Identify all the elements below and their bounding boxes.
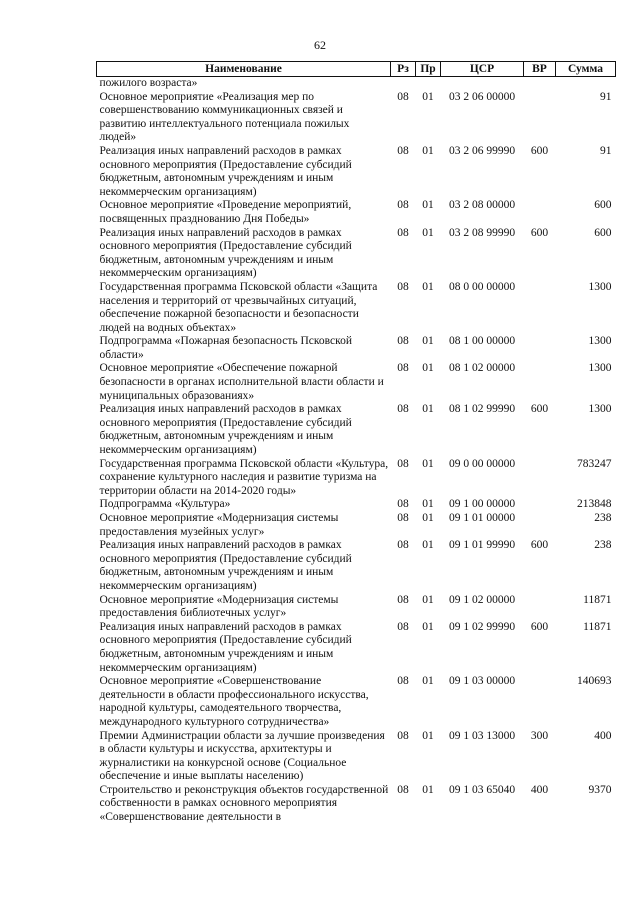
header-sum: Сумма	[556, 62, 616, 77]
cell-sum: 783247	[577, 457, 612, 470]
table-row	[97, 458, 616, 499]
cell-csr: 09 1 02 00000	[448, 593, 516, 606]
cell-pr: 01	[422, 498, 434, 511]
cell-rz: 08	[397, 90, 409, 103]
cell-sum: 400	[594, 729, 612, 742]
cell-rz: 08	[397, 783, 409, 796]
cell-vr	[524, 512, 556, 539]
cell-vr	[524, 199, 556, 226]
cell-sum	[556, 77, 616, 91]
cell-pr: 01	[422, 199, 434, 212]
table-row	[97, 77, 616, 91]
cell-csr: 08 1 00 00000	[448, 335, 516, 348]
cell-pr: 01	[422, 226, 434, 239]
cell-vr: 600	[530, 226, 549, 239]
cell-pr	[416, 77, 441, 91]
table-header-row	[97, 62, 616, 77]
table-row	[97, 621, 616, 675]
cell-csr: 09 1 00 00000	[448, 498, 516, 511]
table-row	[97, 362, 616, 403]
cell-vr	[524, 458, 556, 499]
cell-pr: 01	[422, 280, 434, 293]
cell-csr: 09 1 01 00000	[448, 512, 516, 524]
cell-vr	[524, 594, 556, 621]
cell-pr: 01	[422, 90, 434, 103]
cell-vr	[524, 281, 556, 335]
cell-csr: 09 1 01 99990	[448, 539, 516, 552]
cell-name: Подпрограмма «Пожарная безопасность Псковской области»	[99, 335, 353, 361]
cell-csr: 09 1 03 65040	[448, 783, 516, 796]
cell-sum: 238	[594, 512, 612, 524]
cell-rz: 08	[397, 457, 409, 470]
cell-rz: 08	[397, 620, 409, 633]
cell-pr: 01	[422, 593, 434, 606]
cell-vr: 600	[530, 620, 549, 633]
cell-csr: 03 2 08 99990	[448, 226, 516, 239]
cell-csr	[441, 77, 524, 91]
table-row	[97, 199, 616, 226]
cell-pr: 01	[422, 620, 434, 633]
cell-pr: 01	[422, 783, 434, 796]
cell-pr: 01	[422, 675, 434, 688]
page-number: 62	[314, 38, 326, 52]
cell-rz: 08	[397, 539, 409, 552]
cell-sum: 1300	[588, 362, 612, 375]
table-row	[97, 403, 616, 457]
cell-pr: 01	[422, 457, 434, 470]
cell-sum: 91	[600, 90, 612, 103]
cell-csr: 09 0 00 00000	[448, 457, 516, 470]
header-csr: ЦСР	[441, 62, 524, 77]
cell-name: Основное мероприятие «Обеспечение пожарной безопасности в органах исполнительной власти области и муниципальных образованиях»	[99, 362, 384, 402]
cell-name: Подпрограмма «Культура»	[99, 498, 231, 511]
cell-name: пожилого возраста»	[99, 77, 198, 89]
cell-rz: 08	[397, 362, 409, 375]
cell-rz: 08	[397, 675, 409, 688]
cell-sum: 1300	[588, 280, 612, 293]
cell-csr: 09 1 02 99990	[448, 620, 516, 633]
table-row	[97, 145, 616, 199]
cell-rz: 08	[397, 593, 409, 606]
cell-rz: 08	[397, 729, 409, 742]
cell-name: Реализация иных направлений расходов в рамках основного мероприятия (Предоставление субсидий бюджетным, автономным учреждениям и иным некоммерческим организациям)	[99, 620, 352, 674]
table-row	[97, 594, 616, 621]
cell-name: Реализация иных направлений расходов в рамках основного мероприятия (Предоставление субсидий бюджетным, автономным учреждениям и иным некоммерческим организациям)	[99, 144, 352, 198]
table-row	[97, 227, 616, 281]
cell-sum: 9370	[588, 783, 612, 796]
cell-name: Государственная программа Псковской области «Культура, сохранение культурного наследия и развитие туризма на территории области на 2014-2020 годы»	[99, 457, 389, 497]
cell-rz: 08	[397, 144, 409, 157]
cell-vr: 600	[530, 144, 549, 157]
table-row	[97, 784, 616, 825]
cell-name: Государственная программа Псковской области «Защита населения и территорий от чрезвычайных ситуаций, обеспечение пожарной безопасности и безопасности людей на водных объектах»	[99, 280, 378, 334]
cell-name: Основное мероприятие «Совершенствование деятельности в области профессионального искусства, народной культуры, самодеятельного творчества, международного культурного сотрудничества»	[99, 675, 369, 728]
header-name: Наименование	[97, 62, 391, 77]
table-row	[97, 675, 616, 729]
cell-rz: 08	[397, 512, 409, 524]
table-row	[97, 498, 616, 512]
cell-rz: 08	[397, 498, 409, 511]
cell-pr: 01	[422, 403, 434, 416]
cell-name: Основное мероприятие «Реализация мер по совершенствованию коммуникационных связей и развитию интеллектуального потенциала пожилых людей»	[99, 90, 350, 144]
cell-sum: 91	[600, 144, 612, 157]
cell-pr: 01	[422, 729, 434, 742]
header-pr: Пр	[416, 62, 441, 77]
table-row	[97, 730, 616, 784]
cell-sum: 1300	[588, 335, 612, 348]
cell-sum: 600	[594, 226, 612, 239]
cell-pr: 01	[422, 335, 434, 348]
cell-name: Реализация иных направлений расходов в рамках основного мероприятия (Предоставление субсидий бюджетным, автономным учреждениям и иным некоммерческим организациям)	[99, 226, 352, 280]
cell-csr: 03 2 06 99990	[448, 144, 516, 157]
cell-csr: 09 1 03 13000	[448, 729, 516, 742]
cell-vr	[524, 362, 556, 403]
cell-vr: 600	[530, 539, 549, 552]
cell-name: Основное мероприятие «Модернизация системы предоставления библиотечных услуг»	[99, 593, 339, 620]
table-row	[97, 281, 616, 335]
cell-name: Реализация иных направлений расходов в рамках основного мероприятия (Предоставление субсидий бюджетным, автономным учреждениям и иным некоммерческим организациям)	[99, 539, 352, 592]
cell-rz: 08	[397, 335, 409, 348]
header-vr: ВР	[524, 62, 556, 77]
cell-name: Основное мероприятие «Проведение мероприятий, посвященных празднованию Дня Победы»	[99, 199, 352, 225]
cell-rz: 08	[397, 226, 409, 239]
cell-rz: 08	[397, 280, 409, 293]
cell-sum: 1300	[588, 403, 612, 416]
cell-vr	[524, 77, 556, 91]
cell-vr	[524, 91, 556, 145]
cell-vr	[524, 498, 556, 512]
cell-vr	[524, 675, 556, 729]
table-row	[97, 91, 616, 145]
cell-sum: 140693	[577, 675, 612, 688]
cell-sum: 11871	[583, 620, 612, 633]
cell-rz: 08	[397, 403, 409, 416]
budget-table	[96, 61, 616, 825]
cell-name: Премии Администрации области за лучшие произведения в области культуры и искусства, архитектуры и журналистики на конкурсной основе (Социальное обеспечение и иные выплаты населению)	[99, 729, 385, 783]
cell-sum: 213848	[577, 498, 612, 511]
cell-csr: 09 1 03 00000	[448, 675, 516, 688]
cell-rz	[391, 77, 416, 91]
cell-sum: 600	[594, 199, 612, 212]
header-rz: Рз	[391, 62, 416, 77]
cell-pr: 01	[422, 144, 434, 157]
cell-name: Реализация иных направлений расходов в рамках основного мероприятия (Предоставление субсидий бюджетным, автономным учреждениям и иным некоммерческим организациям)	[99, 403, 352, 457]
cell-name: Строительство и реконструкция объектов государственной собственности в рамках основного мероприятия «Совершенствование деятельности в	[99, 783, 389, 824]
cell-pr: 01	[422, 539, 434, 552]
cell-pr: 01	[422, 362, 434, 375]
cell-rz: 08	[397, 199, 409, 212]
cell-csr: 03 2 08 00000	[448, 199, 516, 212]
cell-vr	[524, 335, 556, 362]
table-row	[97, 539, 616, 593]
cell-name: Основное мероприятие «Модернизация системы предоставления музейных услуг»	[99, 512, 339, 538]
cell-csr: 08 1 02 00000	[448, 362, 516, 375]
cell-vr: 600	[530, 403, 549, 416]
cell-sum: 11871	[583, 593, 612, 606]
cell-pr: 01	[422, 512, 434, 524]
cell-vr: 400	[530, 783, 549, 796]
cell-csr: 03 2 06 00000	[448, 90, 516, 103]
table-row	[97, 512, 616, 539]
cell-csr: 08 1 02 99990	[448, 403, 516, 416]
table-row	[97, 335, 616, 362]
cell-sum: 238	[594, 539, 612, 552]
cell-vr: 300	[530, 729, 549, 742]
cell-csr: 08 0 00 00000	[448, 280, 516, 293]
